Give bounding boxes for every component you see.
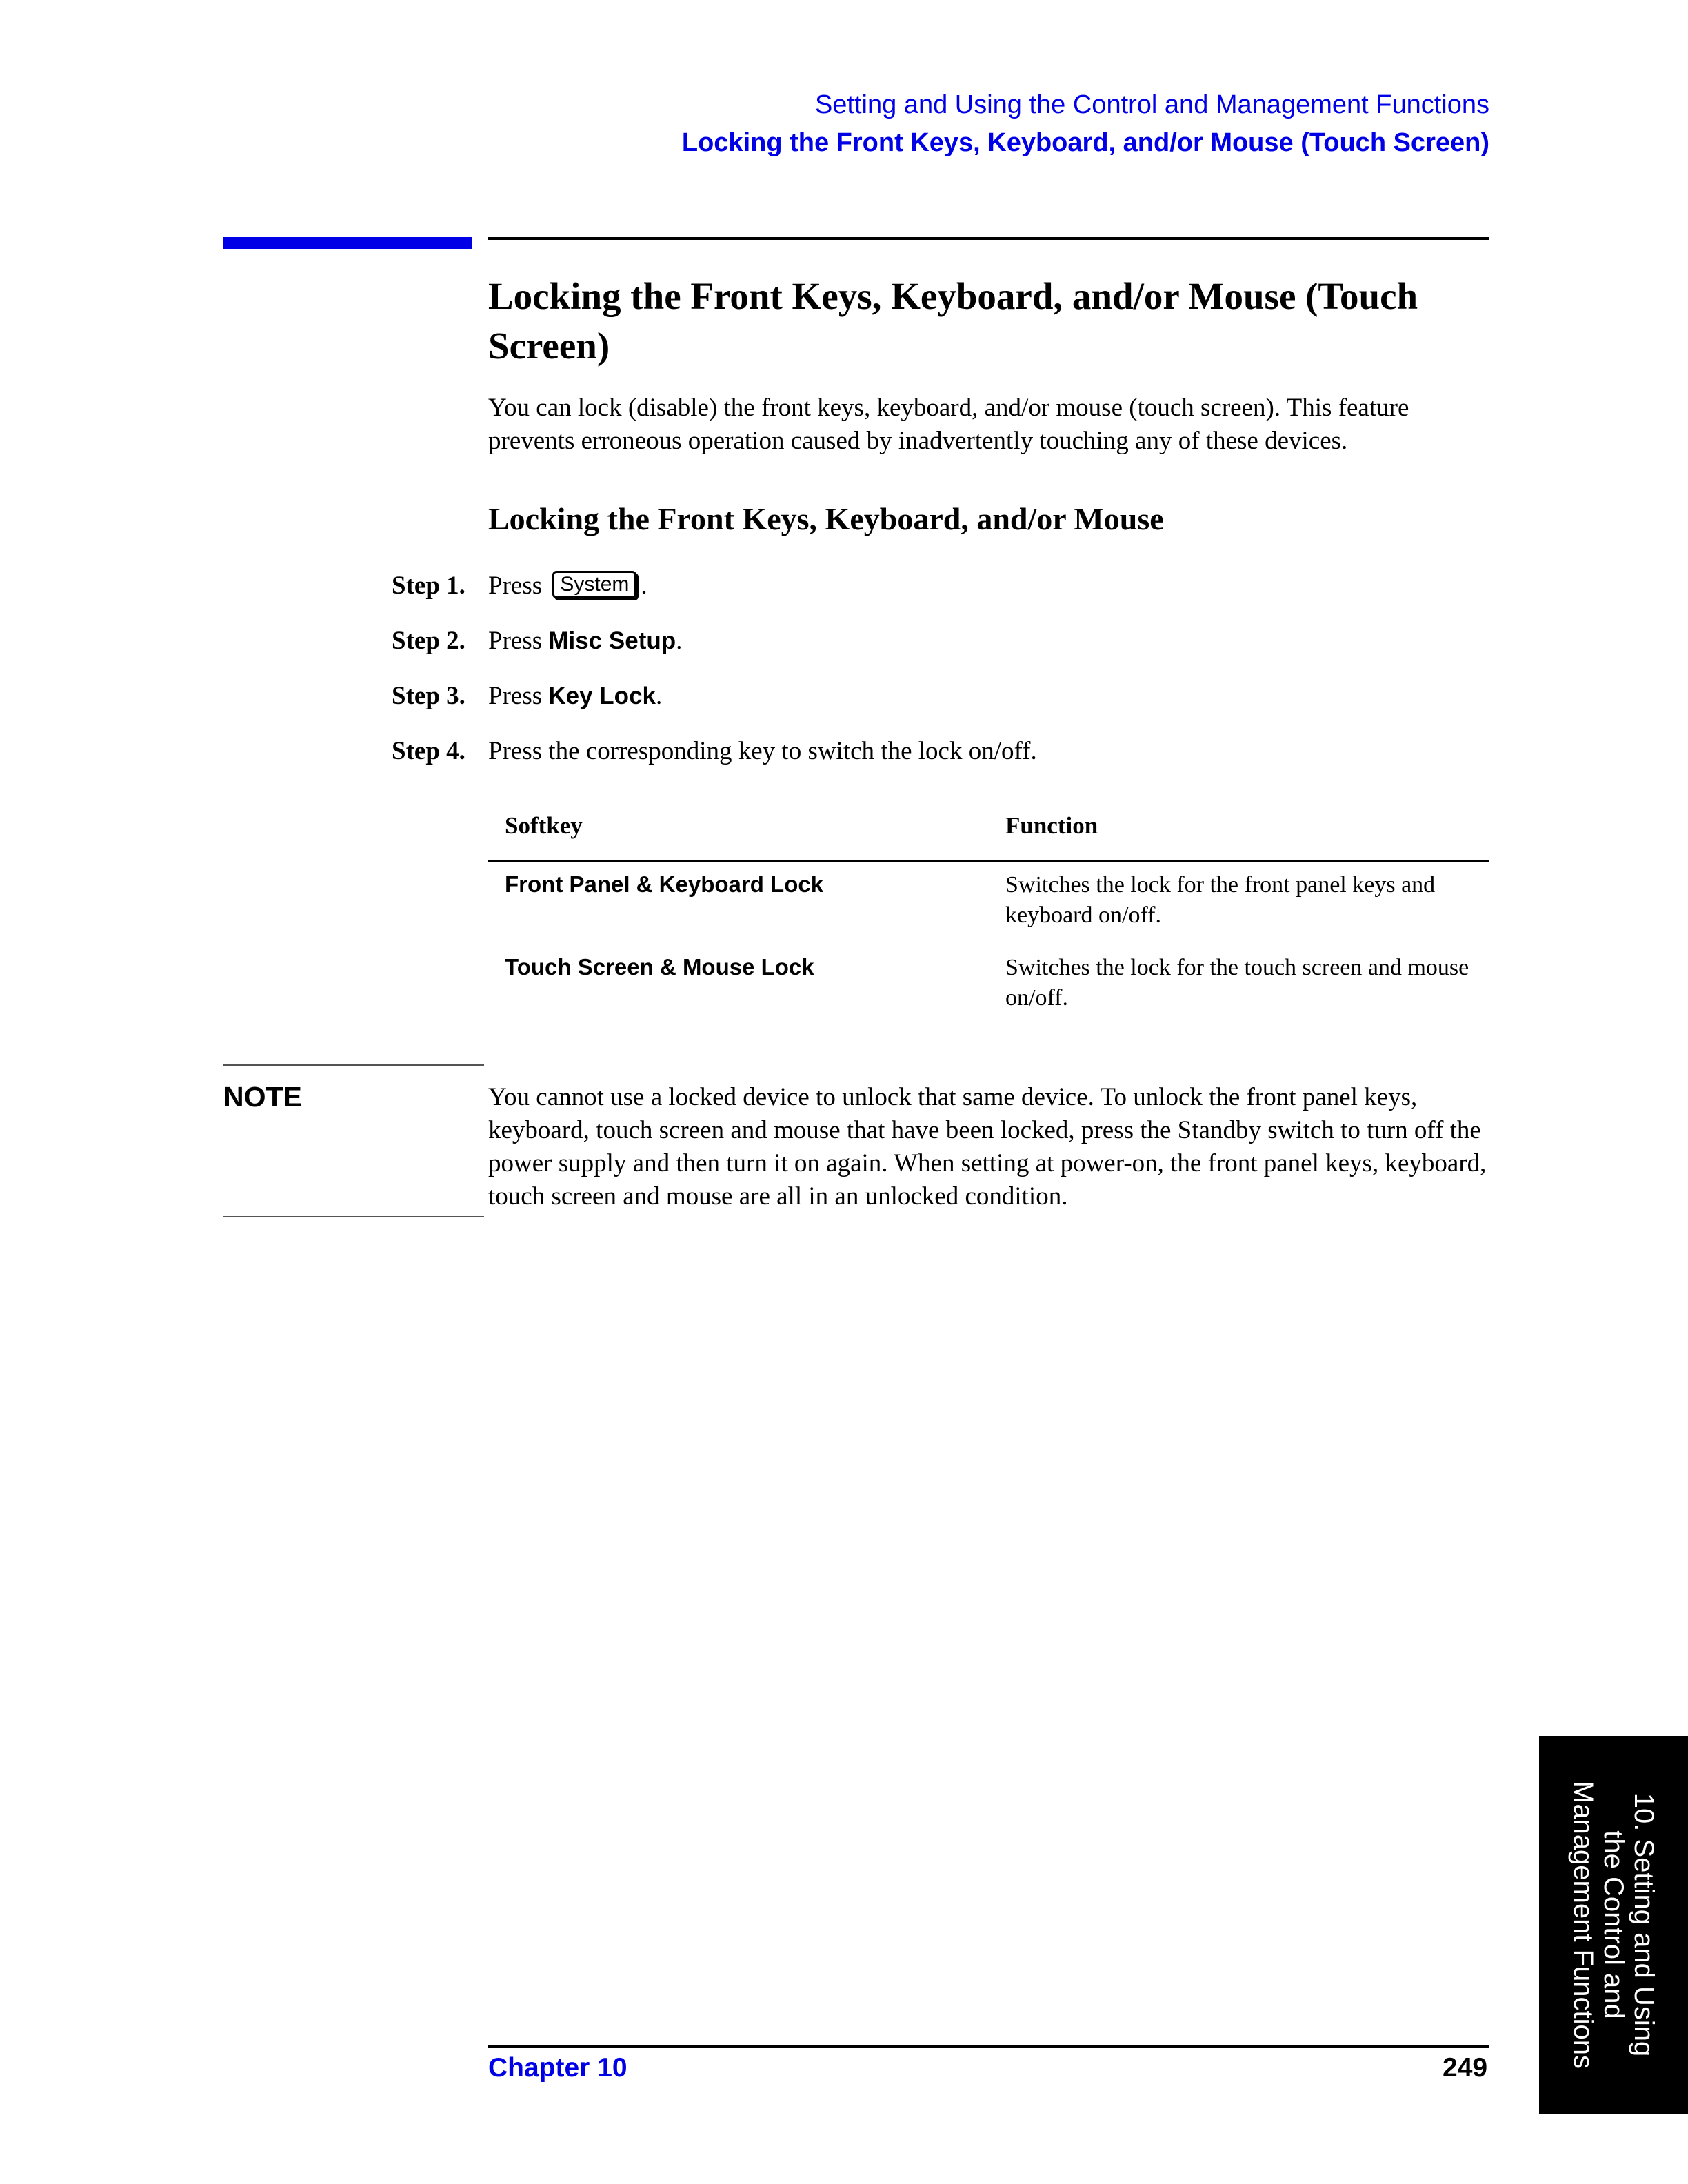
- note-text: You cannot use a locked device to unlock that same device. To unlock the front panel keys, keyboard, touch screen and mouse that have been locked, press the Standby switch to turn off the power supply and then turn it on again. When setting at power-on, the front panel keys, keyboard, touch screen and mouse are all in an unlocked condition.: [488, 1083, 1487, 1211]
- step-3-label: Step 3.: [392, 682, 465, 710]
- step-1-suffix: .: [641, 572, 647, 600]
- chapter-accent-bar: [223, 237, 472, 249]
- page-number: 249: [1443, 2053, 1488, 2083]
- side-tab-line-3: Management Functions: [1568, 1780, 1598, 2070]
- table-header-rule: [488, 860, 1489, 862]
- table-row-1-softkey: Front Panel & Keyboard Lock: [505, 871, 824, 897]
- title-rule: [488, 237, 1489, 240]
- running-header-subsection: Locking the Front Keys, Keyboard, and/or Mouse (Touch Screen): [681, 128, 1489, 157]
- step-2-prefix: Press: [488, 627, 543, 655]
- table-row-2-function: Switches the lock for the touch screen and mouse on/off.: [1005, 955, 1469, 1011]
- step-3-prefix: Press: [488, 682, 543, 710]
- side-tab-line-1: 10. Setting and Using: [1629, 1792, 1659, 2057]
- side-tab-line-2: the Control and: [1598, 1830, 1629, 2019]
- step-3-text: [488, 681, 662, 711]
- step-2-suffix: .: [676, 627, 683, 655]
- table-row-1-function: Switches the lock for the front panel keys and keyboard on/off.: [1005, 872, 1436, 928]
- chapter-side-tab-label: [1568, 1781, 1659, 2069]
- note-label: NOTE: [223, 1081, 302, 1113]
- step-4-label: Step 4.: [392, 737, 465, 765]
- misc-setup-softkey: Misc Setup: [548, 627, 676, 654]
- table-row-2-softkey: Touch Screen & Mouse Lock: [505, 954, 814, 980]
- step-2-label: Step 2.: [392, 627, 465, 655]
- running-header-section: Setting and Using the Control and Management Functions: [814, 90, 1489, 119]
- key-lock-softkey: Key Lock: [548, 682, 656, 709]
- page-title: Locking the Front Keys, Keyboard, and/or Mouse (Touch Screen): [488, 275, 1418, 367]
- table-header-softkey: Softkey: [505, 812, 583, 839]
- step-4-text: Press the corresponding key to switch the lock on/off.: [488, 737, 1037, 765]
- table-header-function: Function: [1005, 812, 1098, 839]
- step-2-text: [488, 626, 682, 656]
- chapter-side-tab: [1539, 1736, 1688, 2114]
- section-heading: Locking the Front Keys, Keyboard, and/or Mouse: [488, 501, 1164, 536]
- note-bottom-rule: [223, 1216, 484, 1217]
- intro-paragraph: You can lock (disable) the front keys, keyboard, and/or mouse (touch screen). This feature prevents erroneous operation caused by inadvertently touching any of these devices.: [488, 394, 1409, 455]
- step-1-text: [488, 571, 647, 600]
- note-top-rule: [223, 1064, 484, 1066]
- system-key: System: [552, 571, 636, 598]
- step-1-prefix: Press: [488, 572, 543, 600]
- footer-chapter: Chapter 10: [488, 2053, 627, 2083]
- footer-rule: [488, 2045, 1489, 2048]
- step-3-suffix: .: [656, 682, 663, 710]
- step-1-label: Step 1.: [392, 572, 465, 600]
